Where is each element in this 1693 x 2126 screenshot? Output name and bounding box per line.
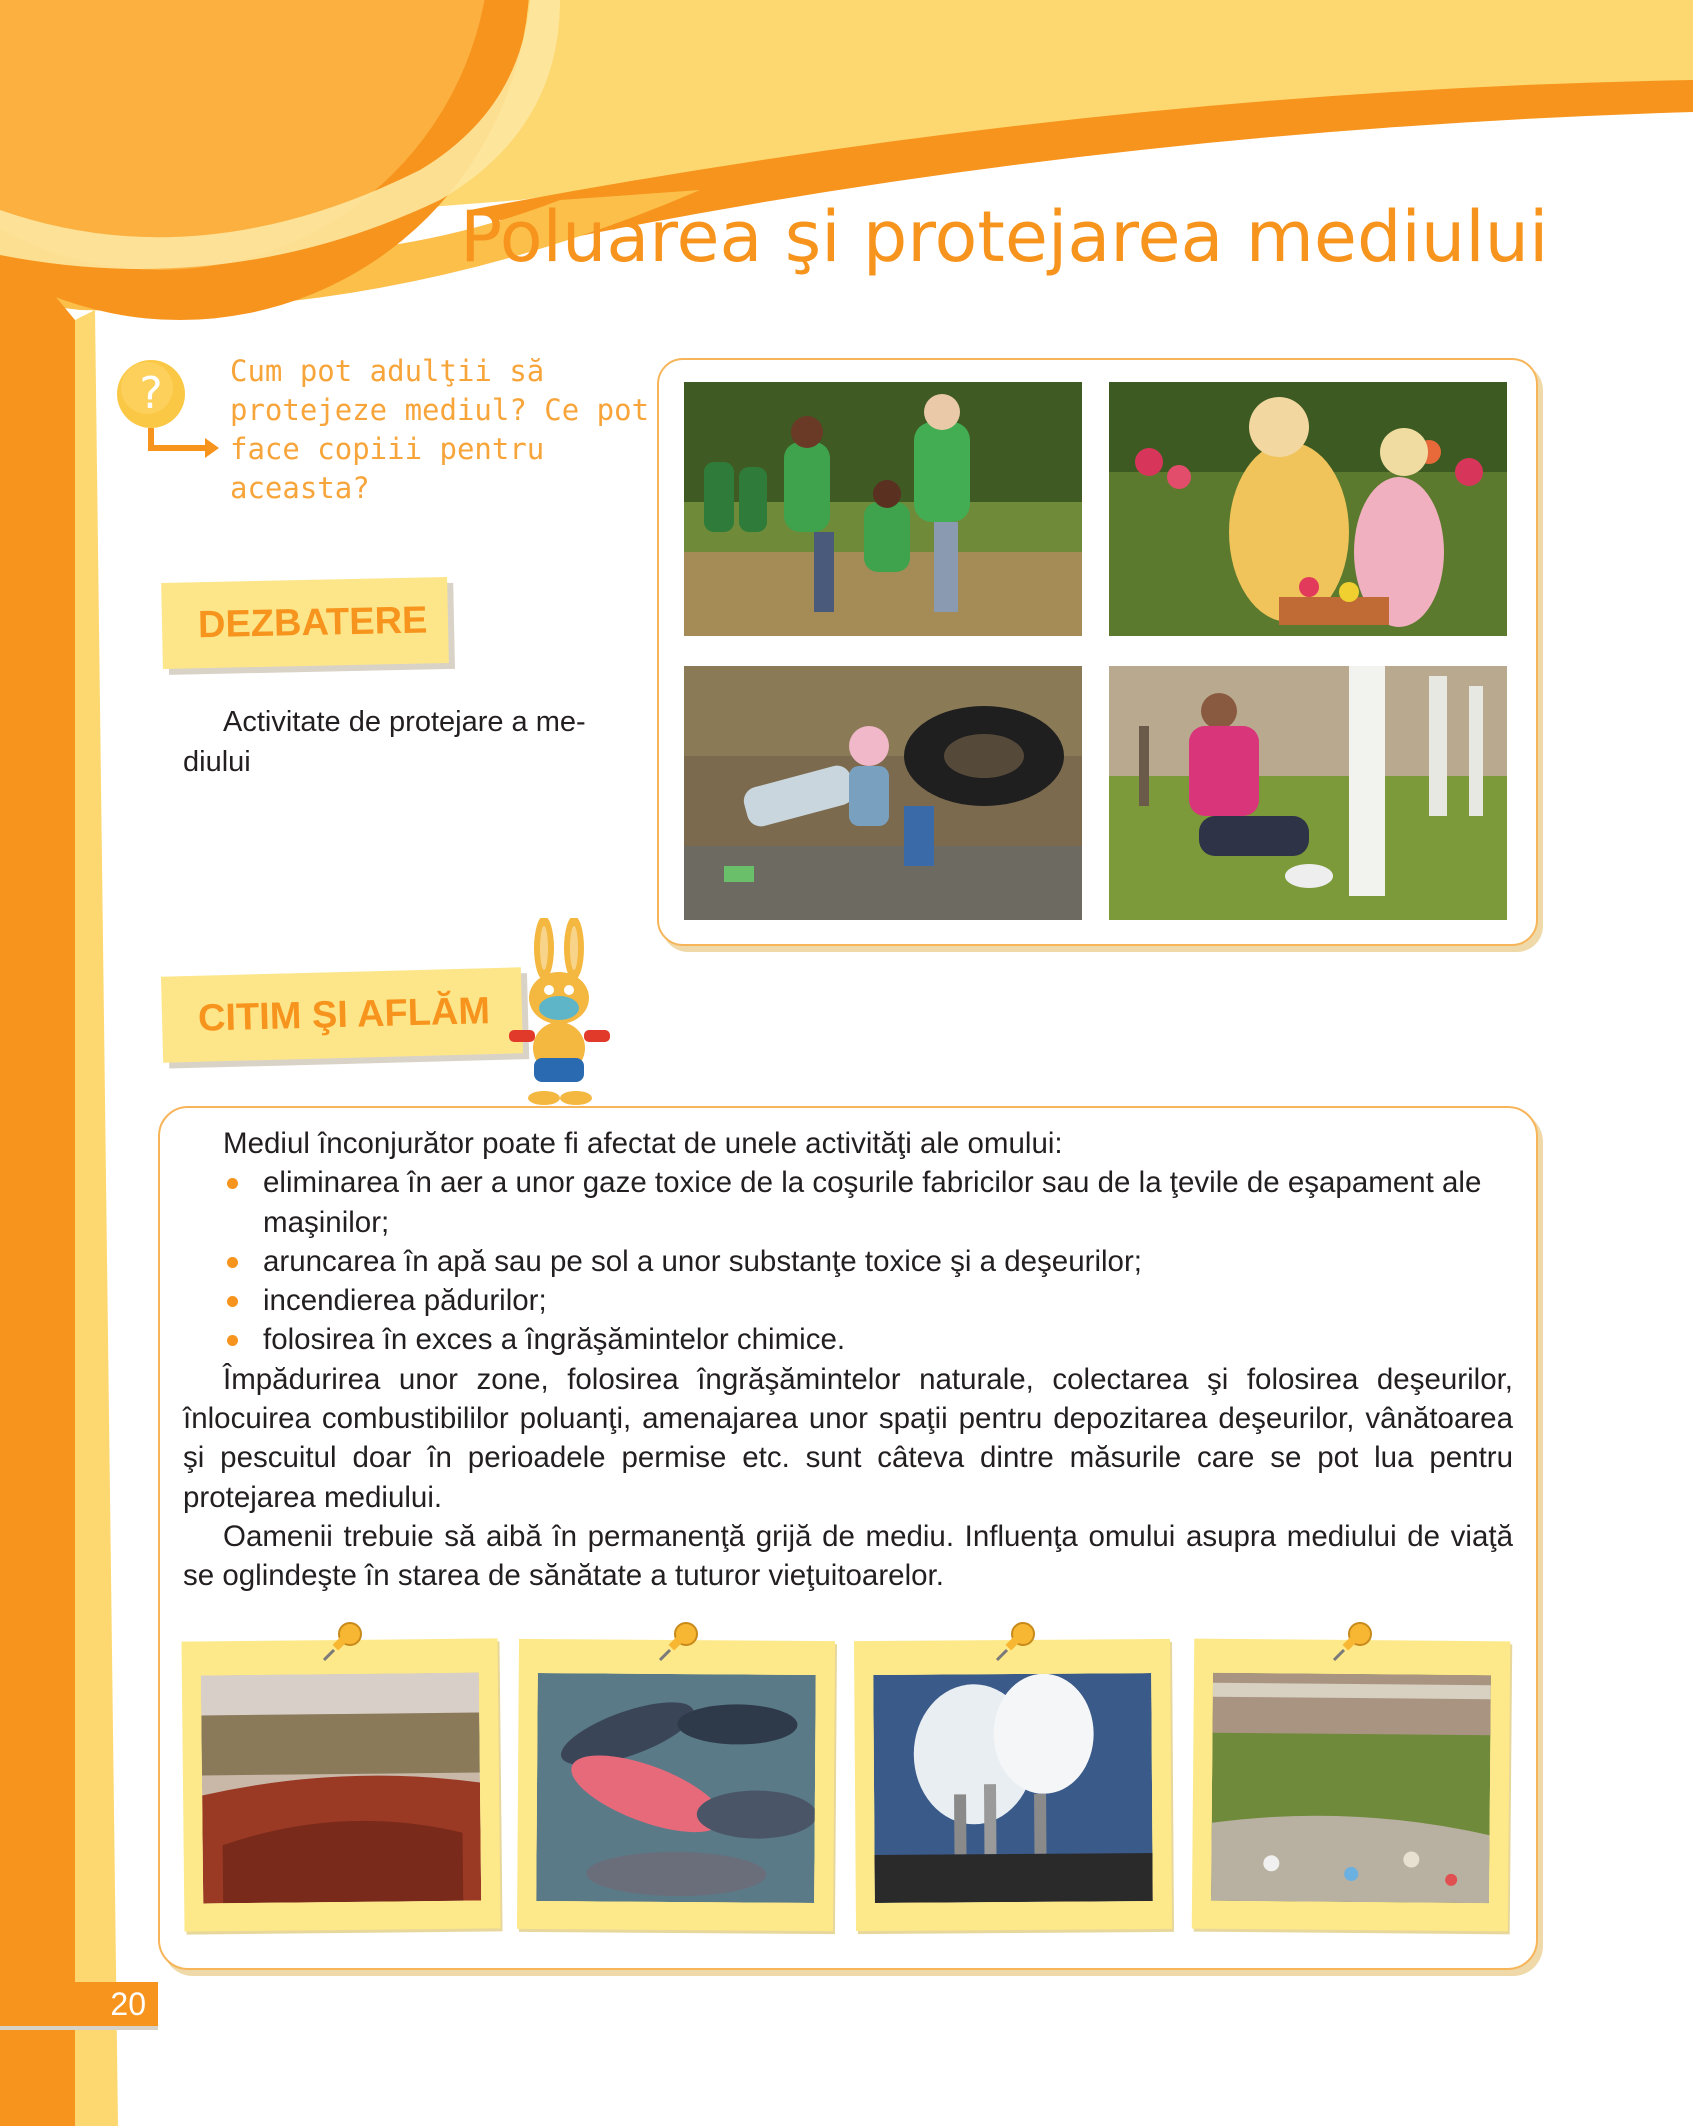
impact-list [183,1163,1513,1359]
note-factory-smoke [854,1639,1172,1931]
photo-eroded-land [201,1673,481,1904]
list-item: aruncarea în apă sau pe sol a unor substanţe toxice şi a deşeurilor; [183,1242,1513,1281]
reading-text [183,1124,1513,1596]
bunny-mascot-icon [494,918,624,1108]
list-item: folosirea în exces a îngrăşămintelor chimice. [183,1320,1513,1359]
page-number [0,1982,158,2030]
reading-intro: Mediul înconjurător poate fi afectat de unele activităţi ale omului: [223,1127,1063,1160]
photo-whitewashing-tree [1109,666,1507,920]
section-label-text: DEZBATERE [197,598,428,646]
bullet-icon [227,1257,238,1268]
section-label-text: CITIM ŞI AFLĂM [197,989,491,1040]
list-item: incendierea pădurilor; [183,1281,1513,1320]
push-pin-icon [656,1618,702,1664]
photo-frame [657,358,1538,946]
list-item: eliminarea în aer a unor gaze toxice de la coşurile fabricilor sau de la ţevile de eşapament ale maşinilor; [183,1163,1513,1242]
section-label-citim [161,967,523,1062]
bullet-icon [227,1296,238,1307]
push-pin-icon [1330,1618,1376,1664]
note-dead-fish [517,1639,835,1931]
question-mark-icon [115,358,191,434]
section-label-dezbatere [161,577,449,669]
dezbatere-text [183,702,623,782]
reading-paragraph-measures: Împădurirea unor zone, folosirea îngrăşămintelor naturale, colectarea şi folosirea deşeurilor, înlocuirea combustibililor poluanţi, amenajarea unor spaţii pentru depozitarea deşeurilor, vânătoarea şi pescuitul doar în perioadele permise etc. sunt câteva dintre măsurile care se pot lua pentru protejarea mediului. [183,1362,1513,1514]
photo-polluted-ground [684,666,1082,920]
page-number-text: 20 [110,1985,146,2022]
photo-factory-smoke [873,1673,1153,1903]
photo-dead-fish [536,1673,816,1903]
note-eroded-land [181,1638,500,1931]
bullet-icon [227,1178,238,1189]
photo-planting-trees [684,382,1082,636]
note-landfill [1192,1639,1511,1932]
page-title: Poluarea şi protejarea mediului [460,196,1549,278]
reading-paragraph-conclusion: Oamenii trebuie să aibă în permanenţă grijă de mediu. Influenţa omului asupra mediului de viaţă se oglindeşte în starea de sănătate a tuturor vieţuitoarelor. [183,1519,1513,1593]
dezbatere-activity-text: Activitate de protejare a me-diului [183,706,586,778]
push-pin-icon [993,1618,1039,1664]
push-pin-icon [320,1618,366,1664]
photo-landfill [1211,1673,1491,1903]
photo-gardening [1109,382,1507,636]
bullet-icon [227,1335,238,1346]
svg-text:?: ? [139,368,163,419]
question-text: Cum pot adulţii să protejeze mediul? Ce pot face copiii pentru aceasta? [230,354,650,505]
